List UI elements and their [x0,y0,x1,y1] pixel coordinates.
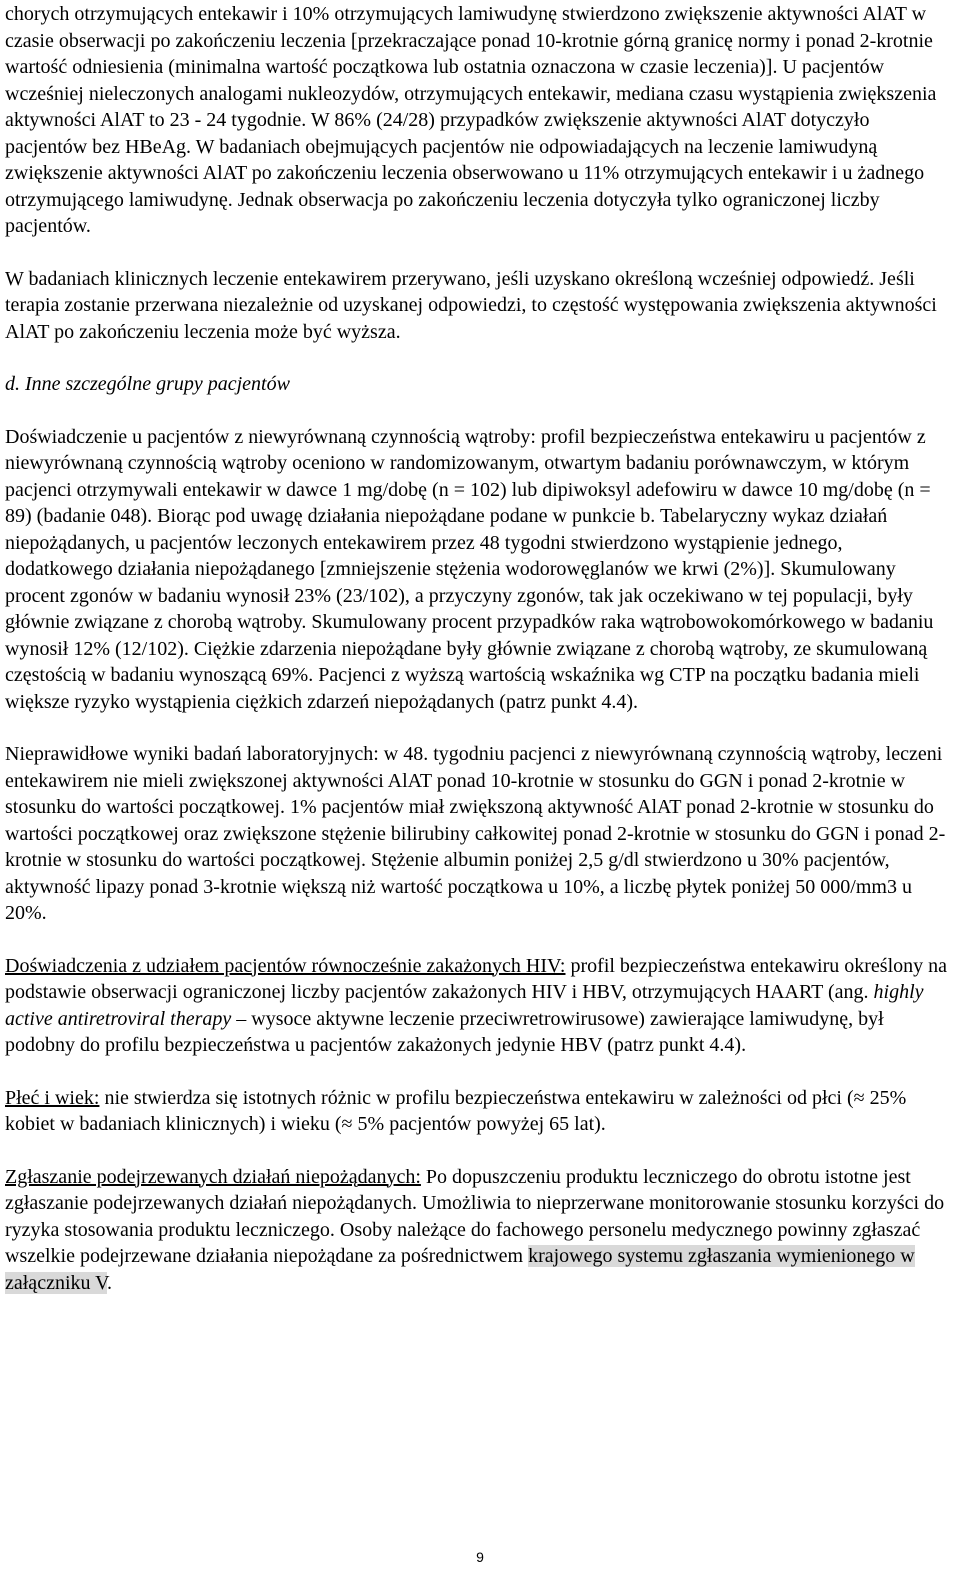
paragraph-text: profil bezpieczeństwa entekawiru określony na podstawie obserwacji ograniczonej liczby pacjentów zakażonych HIV i HBV, otrzymujących HAART (ang. [5,954,948,1003]
paragraph-text: – wysoce aktywne leczenie przeciwretrowirusowe) zawierające lamiwudynę, był podobny do profilu bezpieczeństwa u pacjentów zakażonych jedynie HBV (patrz punkt 4.4). [5,1007,884,1056]
paragraph-label: Zgłaszanie podejrzewanych działań niepożądanych: [5,1165,421,1188]
paragraph-italic-term: highly active antiretroviral therapy [5,981,924,1030]
paragraph-text: Po dopuszczeniu produktu leczniczego do obrotu istotne jest zgłaszanie podejrzewanych działań niepożądanych. Umożliwia to nieprzerwane monitorowanie stosunku korzyści do ryzyka stosowania produktu leczniczego. Osoby należące do fachowego personelu medycznego powinny zgłaszać wszelkie podejrzewane działania niepożądane za pośrednictwem [5,1165,945,1267]
paragraph-text: Nieprawidłowe wyniki badań laboratoryjnych: w 48. tygodniu pacjenci z niewyrównaną czynnością wątroby, leczeni entekawirem nie mieli zwiększonej aktywności AlAT ponad 10-krotnie w stosunku do GGN i ponad 2-krotnie w stosunku do wartości początkowej. 1% pacjentów miał zwiększoną aktywność AlAT ponad 2-krotnie w stosunku do wartości początkowej oraz zwiększone stężenie bilirubiny całkowitej ponad 2-krotnie w stosunku do GGN i ponad 2-krotnie w stosunku do wartości początkowej. Stężenie albumin poniżej 2,5 g/dl stwierdzono u 30% pacjentów, aktywność lipazy ponad 3-krotnie większą niż wartość początkowa u 10%, a liczbę płytek poniżej 50 000/mm3 u 20%. [5,743,946,924]
paragraph-label: Doświadczenia z udziałem pacjentów równocześnie zakażonych HIV: [5,954,566,977]
paragraph-lab-results [5,741,950,927]
page-number: 9 [476,1549,484,1565]
section-heading: d. Inne szczególne grupy pacjentów [5,373,290,395]
paragraph-text: . [107,1271,113,1294]
paragraph-hiv [5,953,950,1059]
paragraph-sex-age [5,1085,950,1138]
paragraph-decompensated-liver [5,424,950,716]
paragraph-text: chorych otrzymujących entekawir i 10% otrzymujących lamiwudynę stwierdzono zwiększenie aktywności AlAT w czasie obserwacji po zakończeniu leczenia [przekraczające ponad 10-krotnie górną granicę normy i ponad 2-krotnie wartość odniesienia (minimalna wartość początkowa lub ostatnia oznaczona w czasie leczenia)]. U pacjentów wcześniej nieleczonych analogami nukleozydów, otrzymujących entekawir, mediana czasu wystąpienia zwiększenia aktywności AlAT to 23 - 24 tygodnie. W 86% (24/28) przypadków zwiększenie aktywności AlAT dotyczyło pacjentów bez HBeAg. W badaniach obejmujących pacjentów nie odpowiadających na leczenie lamiwudyną zwiększenie aktywności AlAT po zakończeniu leczenia obserwowano u 11% otrzymujących entekawir i u żadnego otrzymującego lamiwudynę. Jednak obserwacja po zakończeniu leczenia dotyczyła tylko ograniczonej liczby pacjentów. [5,3,937,237]
highlighted-reference: krajowego systemu zgłaszania wymienionego w załączniku V [5,1245,915,1294]
paragraph-text: nie stwierdza się istotnych różnic w profilu bezpieczeństwa entekawiru w zależności od płci (≈ 25% kobiet w badaniach klinicznych) i wieku (≈ 5% pacjentów powyżej 65 lat). [5,1086,907,1135]
paragraph-alat-after-treatment [5,1,950,240]
paragraph-discontinuation [5,266,950,346]
paragraph-text: Doświadczenie u pacjentów z niewyrównaną czynnością wątroby: profil bezpieczeństwa entekawiru u pacjentów z niewyrównaną czynnością wątroby oceniono w randomizowanym, otwartym badaniu porównawczym, w którym pacjenci otrzymywali entekawir w dawce 1 mg/dobę (n = 102) lub dipiwoksyl adefowiru w dawce 10 mg/dobę (n = 89) (badanie 048). Biorąc pod uwagę działania niepożądane podane w punkcie b. Tabelaryczny wykaz działań niepożądanych, u pacjentów leczonych entekawirem przez 48 tygodni stwierdzono wystąpienie jednego, dodatkowego działania niepożądanego [zmniejszenie stężenia wodorowęglanów we krwi (2%)]. Skumulowany procent zgonów w badaniu wynosił 23% (23/102), a przyczyny zgonów, tak jak oczekiwano w tej populacji, były głównie związane z chorobą wątroby. Skumulowany procent przypadków raka wątrobowokomórkowego w badaniu wynosił 12% (12/102). Ciężkie zdarzenia niepożądane były głównie związane z chorobą wątroby, ze skumulowaną częstością w badaniu wynoszącą 69%. Pacjenci z wyższą wartością wskaźnika wg CTP na początku badania mieli większe ryzyko wystąpienia ciężkich zdarzeń niepożądanych (patrz punkt 4.4). [5,425,934,713]
paragraph-text: W badaniach klinicznych leczenie entekawirem przerywano, jeśli uzyskano określoną wcześniej odpowiedź. Jeśli terapia zostanie przerwana niezależnie od uzyskanej odpowiedzi, to częstość występowania zwiększenia aktywności AlAT po zakończeniu leczenia może być wyższa. [5,267,937,343]
paragraph-reporting [5,1164,950,1297]
paragraph-label: Płeć i wiek: [5,1086,100,1109]
